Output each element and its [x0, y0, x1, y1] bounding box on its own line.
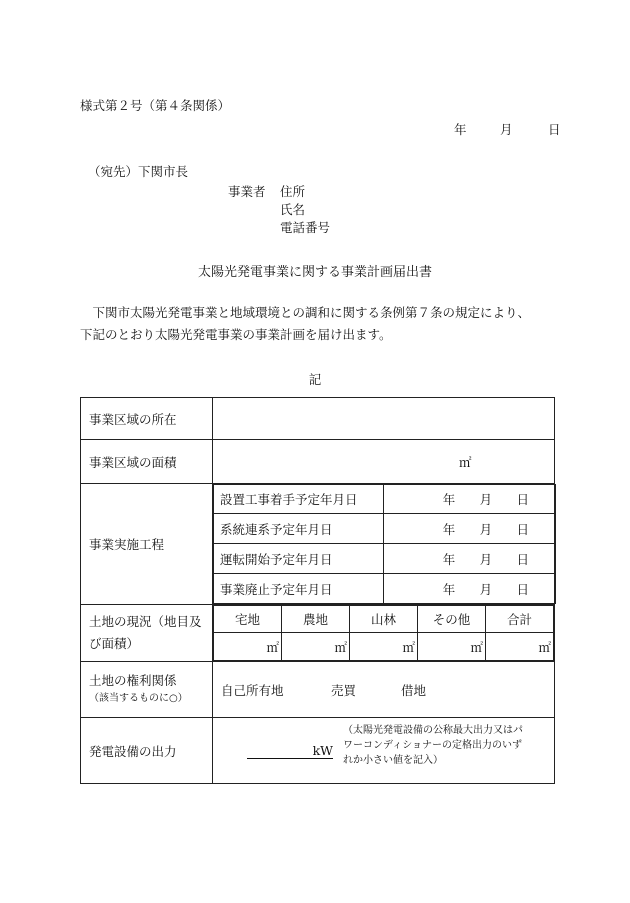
- land-type-farmland: 農地: [282, 606, 350, 633]
- schedule-cell: [213, 484, 555, 605]
- output-cell: [213, 718, 555, 784]
- location-label: 事業区域の所在: [81, 398, 213, 440]
- schedule-table: [213, 484, 556, 604]
- rights-label: 土地の権利関係: [89, 672, 177, 688]
- output-label: 発電設備の出力: [81, 718, 213, 784]
- schedule-item-operation: 運転開始予定年月日: [214, 544, 384, 574]
- land-status-label: 土地の現況（地目及び面積）: [81, 605, 213, 662]
- area-total-field[interactable]: [486, 633, 554, 661]
- schedule-item-grid: 系統連系予定年月日: [214, 514, 384, 544]
- rights-option-own[interactable]: 自己所有地: [221, 682, 284, 698]
- sqm-unit: ㎡: [334, 639, 347, 655]
- rights-options: [213, 662, 555, 718]
- ymd-month: 月: [479, 521, 493, 537]
- schedule-item-construction: 設置工事着手予定年月日: [214, 485, 384, 514]
- ymd-day: 日: [516, 581, 529, 597]
- rights-option-lease[interactable]: 借地: [400, 682, 426, 698]
- submission-date: [454, 120, 560, 138]
- applicant-phone-label: 電話番号: [280, 220, 331, 235]
- area-label: 事業区域の面積: [81, 440, 213, 484]
- sqm-unit: ㎡: [538, 639, 551, 655]
- land-type-residential: 宅地: [214, 606, 282, 633]
- ymd-month: 月: [479, 581, 493, 597]
- schedule-date-construction[interactable]: [384, 485, 556, 514]
- sqm-unit: ㎡: [266, 639, 279, 655]
- schedule-date-closure[interactable]: [384, 574, 556, 604]
- ymd-month: 月: [479, 492, 493, 507]
- body-line-1: 下関市太陽光発電事業と地域環境との調和に関する条例第７条の規定により、: [80, 305, 531, 320]
- ki-heading: 記: [308, 372, 322, 387]
- form-number: 様式第２号（第４条関係）: [80, 98, 231, 113]
- addressee: （宛先）下関市長: [88, 164, 189, 179]
- land-status-cell: [213, 605, 555, 662]
- body-text: [80, 302, 560, 346]
- ymd-day: 日: [516, 492, 529, 507]
- sqm-unit: ㎡: [402, 639, 415, 655]
- area-unit: ㎡: [459, 454, 472, 470]
- area-other-field[interactable]: [418, 633, 486, 661]
- area-farmland-field[interactable]: [282, 633, 350, 661]
- ymd-year: 年: [442, 492, 456, 507]
- schedule-date-operation[interactable]: [384, 544, 556, 574]
- plan-table: [80, 397, 555, 784]
- rights-option-purchase[interactable]: 売買: [330, 682, 356, 698]
- document-title: 太陽光発電事業に関する事業計画届出書: [197, 265, 432, 280]
- area-field[interactable]: [213, 440, 555, 484]
- land-type-other: その他: [418, 606, 486, 633]
- area-residential-field[interactable]: [214, 633, 282, 661]
- schedule-date-grid[interactable]: [384, 514, 556, 544]
- ymd-year: 年: [442, 521, 456, 537]
- ymd-year: 年: [442, 581, 456, 597]
- ymd-year: 年: [442, 551, 456, 567]
- output-note: （太陽光発電設備の公称最大出力又はパワーコンディショナーの定格出力のいずれか小さい値を記入）: [343, 725, 523, 766]
- applicant-label: 事業者: [228, 184, 266, 199]
- area-forest-field[interactable]: [350, 633, 418, 661]
- land-status-table: [213, 605, 554, 661]
- ymd-day: 日: [516, 521, 529, 537]
- land-type-total: 合計: [486, 606, 554, 633]
- sqm-unit: ㎡: [470, 639, 483, 655]
- schedule-item-closure: 事業廃止予定年月日: [214, 574, 384, 604]
- date-month-label: 月: [499, 122, 513, 137]
- rights-sublabel: （該当するものに○）: [89, 692, 188, 704]
- ymd-day: 日: [516, 551, 529, 567]
- body-line-2: 下記のとおり太陽光発電事業の事業計画を届け出ます。: [80, 327, 392, 342]
- date-day-label: 日: [547, 122, 561, 137]
- date-year-label: 年: [454, 122, 467, 137]
- applicant-address-label: 住所: [280, 184, 306, 199]
- applicant-name-label: 氏名: [280, 202, 306, 217]
- rights-label-cell: [81, 662, 213, 718]
- output-unit: kW: [312, 742, 333, 758]
- schedule-label: 事業実施工程: [81, 484, 213, 605]
- location-field[interactable]: [213, 398, 555, 440]
- output-field[interactable]: [247, 743, 333, 759]
- ymd-month: 月: [479, 551, 493, 567]
- land-type-forest: 山林: [350, 606, 418, 633]
